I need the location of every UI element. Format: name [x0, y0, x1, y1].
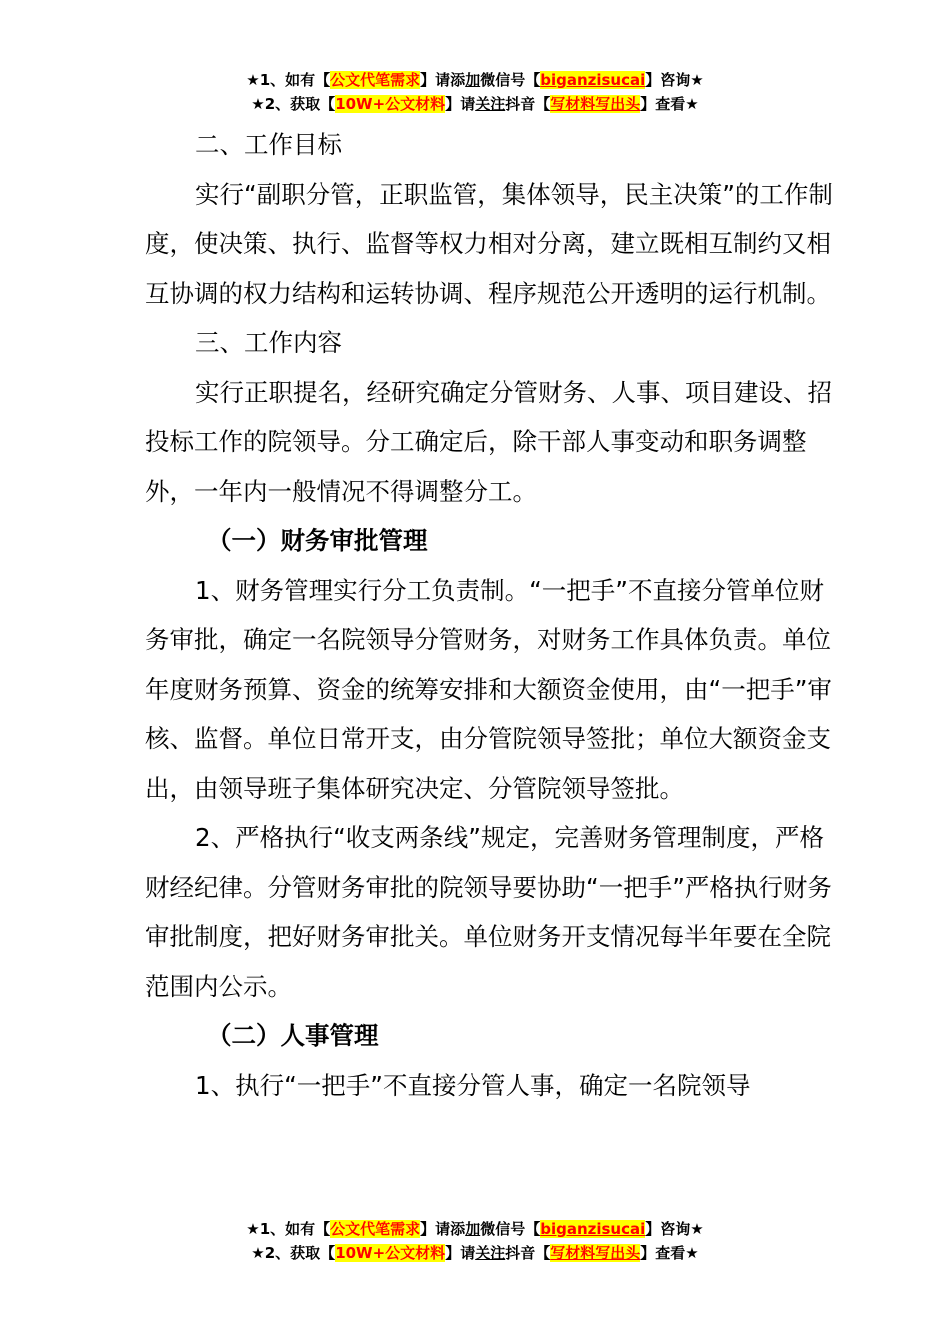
document-body: [145, 120, 835, 1110]
banner-douyin-id: 写材料写出头: [550, 95, 641, 113]
banner-text: 】请添: [420, 71, 466, 89]
banner-highlight: 公文代笔需求: [330, 1220, 421, 1238]
banner-text: 抖音【: [505, 1244, 551, 1262]
banner-text: 】请: [445, 1244, 476, 1262]
banner-text: ★2、获取【: [251, 95, 336, 113]
section-heading: 二、工作目标: [195, 130, 342, 159]
paragraph: 2、严格执行“收支两条线”规定，完善财务管理制度，严格财经纪律。分管财务审批的院领导要协助“一把手”严格执行财务审批制度，把好财务审批关。单位财务开支情况每半年要在全院范围内公示。: [145, 823, 832, 1001]
banner-underlined-text: 关注: [475, 95, 506, 113]
banner-underlined-text: 关注: [475, 1244, 506, 1262]
top-banner: [0, 68, 950, 116]
banner-wechat-id: biganzisucai: [540, 71, 646, 89]
bottom-banner: [0, 1217, 950, 1265]
banner-text: 抖音【: [505, 95, 551, 113]
paragraph: 1、执行“一把手”不直接分管人事，确定一名院领导: [195, 1070, 751, 1100]
banner-highlight: 10W+公文材料: [335, 95, 446, 113]
banner-text: 微信号【: [480, 1220, 541, 1238]
banner-douyin-id: 写材料写出头: [550, 1244, 641, 1262]
banner-underlined-text: 加: [465, 1220, 481, 1238]
paragraph: 实行“副职分管，正职监管，集体领导，民主决策”的工作制度，使决策、执行、监督等权力相对分离，建立既相互制约又相互协调的权力结构和运转协调、程序规范公开透明的运行机制。: [145, 179, 833, 308]
banner-text: 】咨询★: [645, 1220, 704, 1238]
paragraph: 实行正职提名，经研究确定分管财务、人事、项目建设、招投标工作的院领导。分工确定后，除干部人事变动和职务调整外，一年内一般情况不得调整分工。: [145, 377, 832, 506]
banner-underlined-text: 加: [465, 71, 481, 89]
section-heading: 三、工作内容: [195, 328, 342, 357]
subsection-heading: （一）财务审批管理: [207, 526, 428, 555]
banner-line-1: [0, 68, 950, 92]
paragraph: 1、财务管理实行分工负责制。“一把手”不直接分管单位财务审批，确定一名院领导分管财务，对财务工作具体负责。单位年度财务预算、资金的统筹安排和大额资金使用，由“一把手”审核、监督。单位日常开支，由分管院领导签批；单位大额资金支出，由领导班子集体研究决定、分管院领导签批。: [145, 575, 832, 803]
banner-wechat-id: biganzisucai: [540, 1220, 646, 1238]
banner-highlight: 10W+公文材料: [335, 1244, 446, 1262]
banner-text: 】咨询★: [645, 71, 704, 89]
banner-text: 】请添: [420, 1220, 466, 1238]
banner-highlight: 公文代笔需求: [330, 71, 421, 89]
banner-line-2: [0, 92, 950, 116]
banner-line-1: [0, 1217, 950, 1241]
banner-line-2: [0, 1241, 950, 1265]
banner-text: ★1、如有【: [246, 71, 331, 89]
subsection-heading: （二）人事管理: [207, 1021, 379, 1050]
banner-text: 微信号【: [480, 71, 541, 89]
banner-text: 】查看★: [640, 95, 699, 113]
banner-text: ★2、获取【: [251, 1244, 336, 1262]
banner-text: ★1、如有【: [246, 1220, 331, 1238]
banner-text: 】请: [445, 95, 476, 113]
banner-text: 】查看★: [640, 1244, 699, 1262]
